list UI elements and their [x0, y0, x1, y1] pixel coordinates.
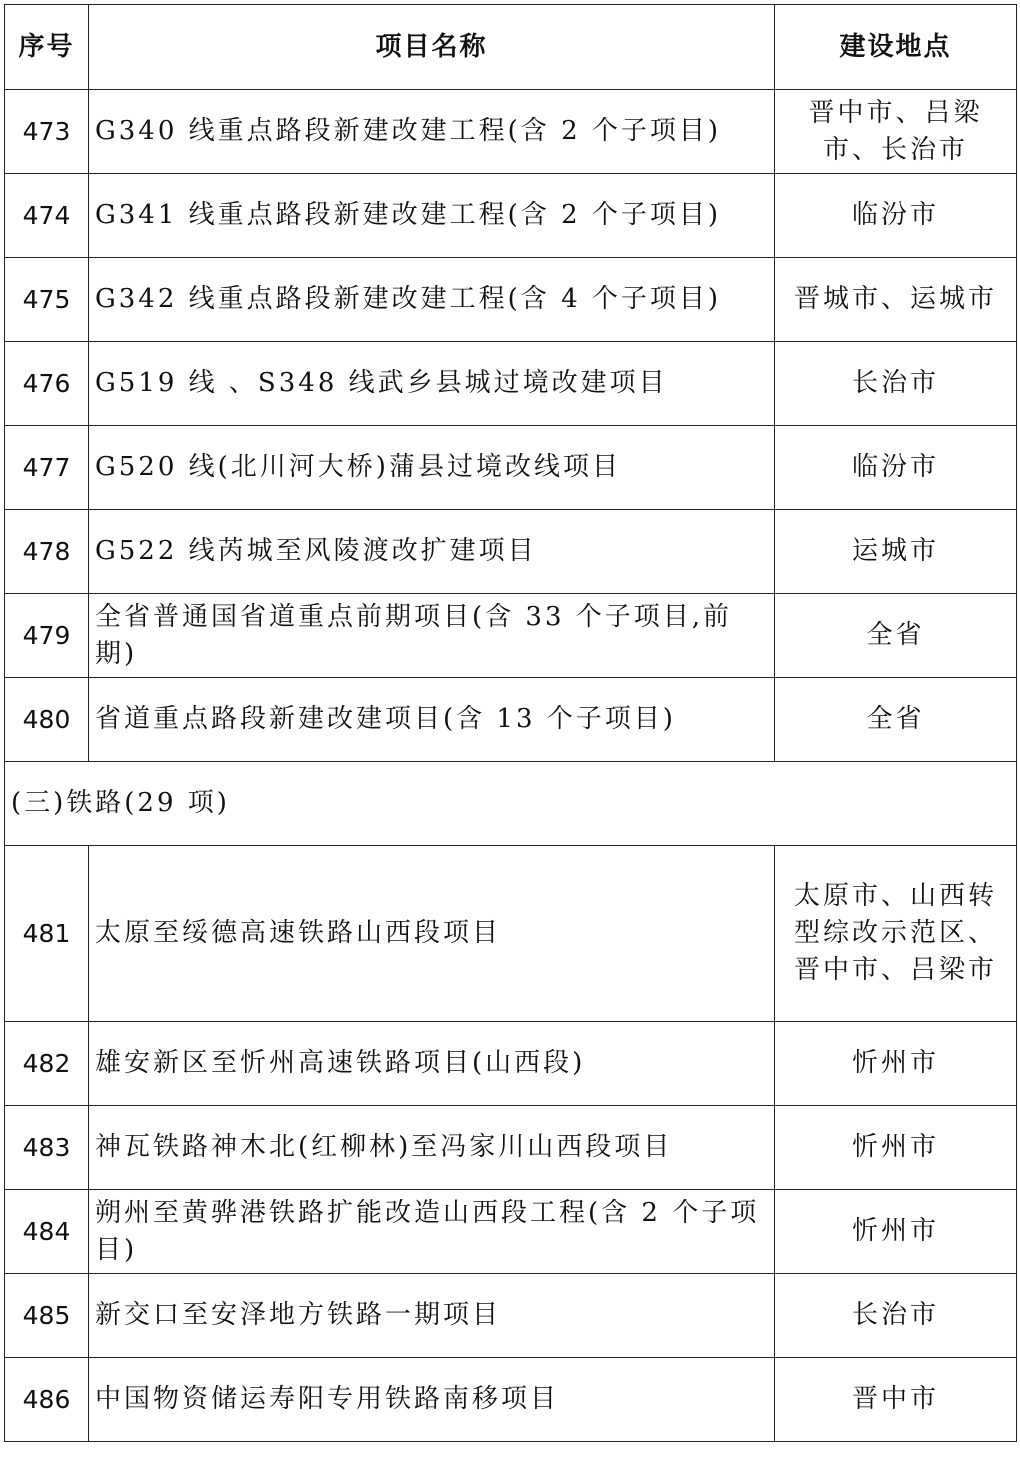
row-name: G520 线(北川河大桥)蒲县过境改线项目 [89, 426, 775, 510]
row-name: G522 线芮城至风陵渡改扩建项目 [89, 510, 775, 594]
row-no: 476 [5, 342, 89, 426]
row-location: 忻州市 [775, 1106, 1017, 1190]
row-name: 神瓦铁路神木北(红柳林)至冯家川山西段项目 [89, 1106, 775, 1190]
row-name: 雄安新区至忻州高速铁路项目(山西段) [89, 1022, 775, 1106]
row-location: 临汾市 [775, 174, 1017, 258]
table-row [5, 174, 1017, 258]
table-row [5, 258, 1017, 342]
row-no: 486 [5, 1358, 89, 1442]
table-row [5, 678, 1017, 762]
row-no: 485 [5, 1274, 89, 1358]
row-location: 全省 [775, 594, 1017, 678]
table-row [5, 1190, 1017, 1274]
table-row [5, 510, 1017, 594]
header-no: 序号 [5, 5, 89, 90]
row-no: 481 [5, 846, 89, 1022]
row-no: 475 [5, 258, 89, 342]
section-row [5, 762, 1017, 846]
row-location: 长治市 [775, 342, 1017, 426]
row-name: G340 线重点路段新建改建工程(含 2 个子项目) [89, 90, 775, 174]
row-no: 477 [5, 426, 89, 510]
section-heading: (三)铁路(29 项) [5, 762, 1017, 846]
table-row [5, 1022, 1017, 1106]
row-name: 太原至绥德高速铁路山西段项目 [89, 846, 775, 1022]
table-row [5, 1274, 1017, 1358]
header-row [5, 5, 1017, 90]
row-name: 新交口至安泽地方铁路一期项目 [89, 1274, 775, 1358]
table-row [5, 426, 1017, 510]
row-name: 朔州至黄骅港铁路扩能改造山西段工程(含 2 个子项目) [89, 1190, 775, 1274]
row-name: 中国物资储运寿阳专用铁路南移项目 [89, 1358, 775, 1442]
row-name: G519 线 、S348 线武乡县城过境改建项目 [89, 342, 775, 426]
row-location: 晋中市 [775, 1358, 1017, 1442]
row-location: 晋中市、吕梁市、长治市 [775, 90, 1017, 174]
row-location: 忻州市 [775, 1022, 1017, 1106]
row-no: 474 [5, 174, 89, 258]
row-location: 太原市、山西转型综改示范区、晋中市、吕梁市 [775, 846, 1017, 1022]
row-location: 晋城市、运城市 [775, 258, 1017, 342]
row-location: 全省 [775, 678, 1017, 762]
row-no: 480 [5, 678, 89, 762]
row-name: 省道重点路段新建改建项目(含 13 个子项目) [89, 678, 775, 762]
table-row [5, 90, 1017, 174]
table-row [5, 1358, 1017, 1442]
row-no: 479 [5, 594, 89, 678]
table-row [5, 1106, 1017, 1190]
row-no: 482 [5, 1022, 89, 1106]
row-location: 运城市 [775, 510, 1017, 594]
row-location: 长治市 [775, 1274, 1017, 1358]
row-location: 忻州市 [775, 1190, 1017, 1274]
row-no: 478 [5, 510, 89, 594]
row-name: G341 线重点路段新建改建工程(含 2 个子项目) [89, 174, 775, 258]
row-no: 473 [5, 90, 89, 174]
project-table [4, 4, 1017, 1442]
row-no: 483 [5, 1106, 89, 1190]
table-row [5, 846, 1017, 1022]
row-no: 484 [5, 1190, 89, 1274]
row-name: 全省普通国省道重点前期项目(含 33 个子项目,前期) [89, 594, 775, 678]
header-location: 建设地点 [775, 5, 1017, 90]
row-location: 临汾市 [775, 426, 1017, 510]
row-name: G342 线重点路段新建改建工程(含 4 个子项目) [89, 258, 775, 342]
header-name: 项目名称 [89, 5, 775, 90]
table-row [5, 594, 1017, 678]
table-row [5, 342, 1017, 426]
